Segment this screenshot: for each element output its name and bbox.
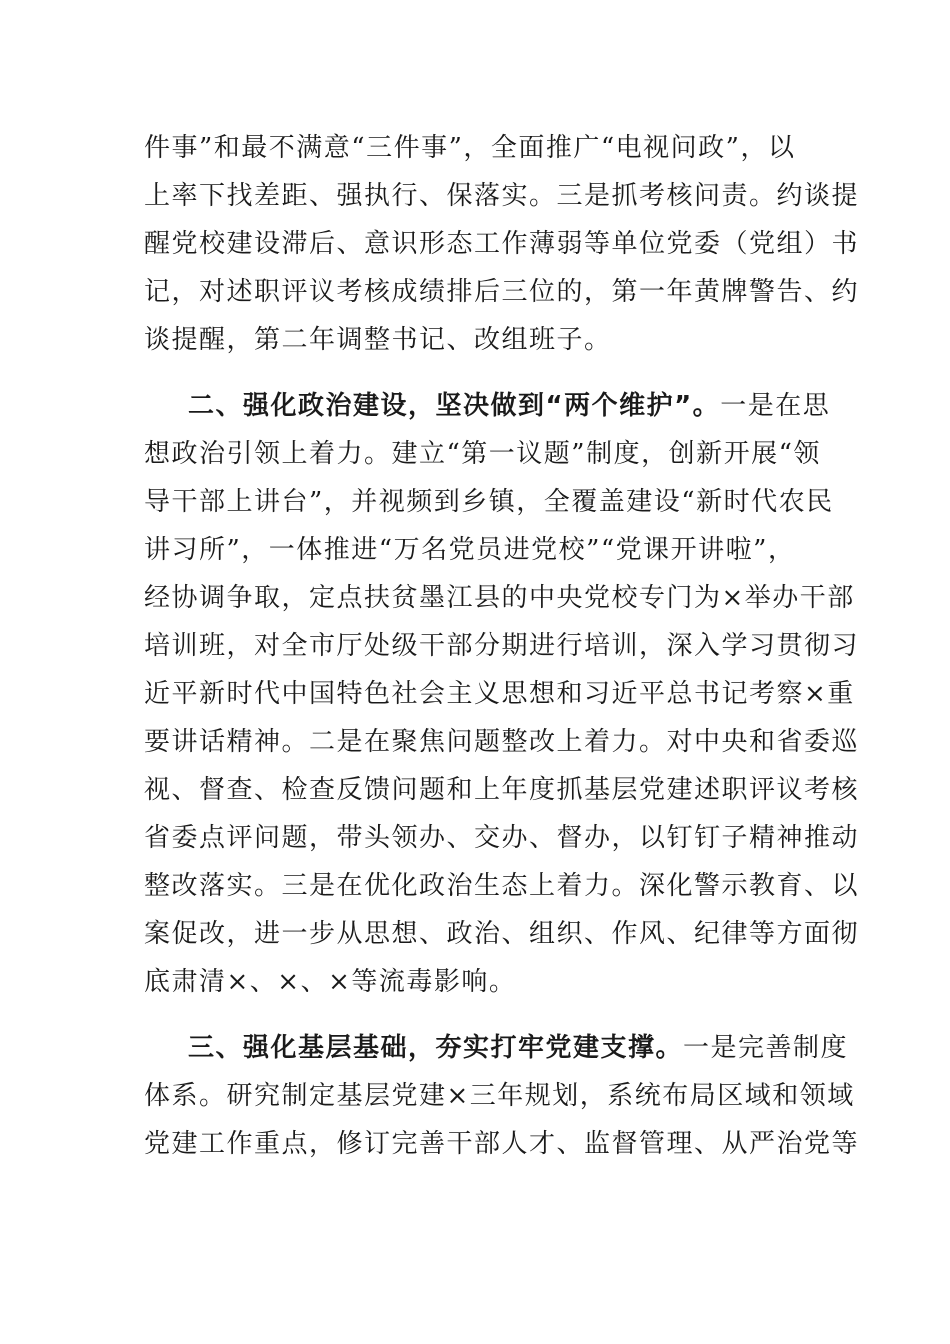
text-line: 案促改，进一步从思想、政治、组织、作风、纪律等方面彻 <box>144 919 860 949</box>
text-line: 党建工作重点，修订完善干部人才、监督管理、从严治党等 <box>144 1129 860 1159</box>
text-run: 一是在思 <box>720 391 831 421</box>
text-line: 底肃清×、×、×等流毒影响。 <box>144 967 517 997</box>
text-line: 体系。研究制定基层党建×三年规划，系统布局区域和领域 <box>144 1081 855 1111</box>
document-page <box>144 124 860 1168</box>
paragraph-3 <box>144 1024 860 1168</box>
text-line: 醒党校建设滞后、意识形态工作薄弱等单位党委（党组）书 <box>144 229 860 259</box>
text-line: 导干部上讲台”，并视频到乡镇，全覆盖建设“新时代农民 <box>144 487 834 517</box>
text-line: 经协调争取，定点扶贫墨江县的中央党校专门为×举办干部 <box>144 583 855 613</box>
paragraph-spacer <box>144 1006 808 1024</box>
paragraph-1 <box>144 124 860 364</box>
text-line: 上率下找差距、强执行、保落实。三是抓考核问责。约谈提 <box>144 181 860 211</box>
text-line: 近平新时代中国特色社会主义思想和习近平总书记考察×重 <box>144 679 855 709</box>
section-heading: 二、强化政治建设，坚决做到“两个维护”。 <box>188 391 721 421</box>
text-line: 谈提醒，第二年调整书记、改组班子。 <box>144 325 612 355</box>
section-heading: 三、强化基层基础，夯实打牢党建支撑。 <box>188 1033 684 1063</box>
text-line: 整改落实。三是在优化政治生态上着力。深化警示教育、以 <box>144 871 860 901</box>
text-line: 视、督查、检查反馈问题和上年度抓基层党建述职评议考核 <box>144 775 860 805</box>
text-line: 件事”和最不满意“三件事”，全面推广“电视问政”，以 <box>144 133 796 163</box>
text-line: 记，对述职评议考核成绩排后三位的，第一年黄牌警告、约 <box>144 277 860 307</box>
text-line: 培训班，对全市厅处级干部分期进行培训，深入学习贯彻习 <box>144 631 860 661</box>
text-line: 想政治引领上着力。建立“第一议题”制度，创新开展“领 <box>144 439 821 469</box>
paragraph-2 <box>144 382 860 1006</box>
text-run: 一是完善制度 <box>683 1033 849 1063</box>
text-line: 要讲话精神。二是在聚焦问题整改上着力。对中央和省委巡 <box>144 727 860 757</box>
paragraph-spacer <box>144 364 808 382</box>
text-line <box>144 1024 849 1072</box>
text-line: 省委点评问题，带头领办、交办、督办，以钉钉子精神推动 <box>144 823 860 853</box>
text-line <box>144 382 831 430</box>
text-line: 讲习所”，一体推进“万名党员进党校”“党课开讲啦”， <box>144 535 796 565</box>
